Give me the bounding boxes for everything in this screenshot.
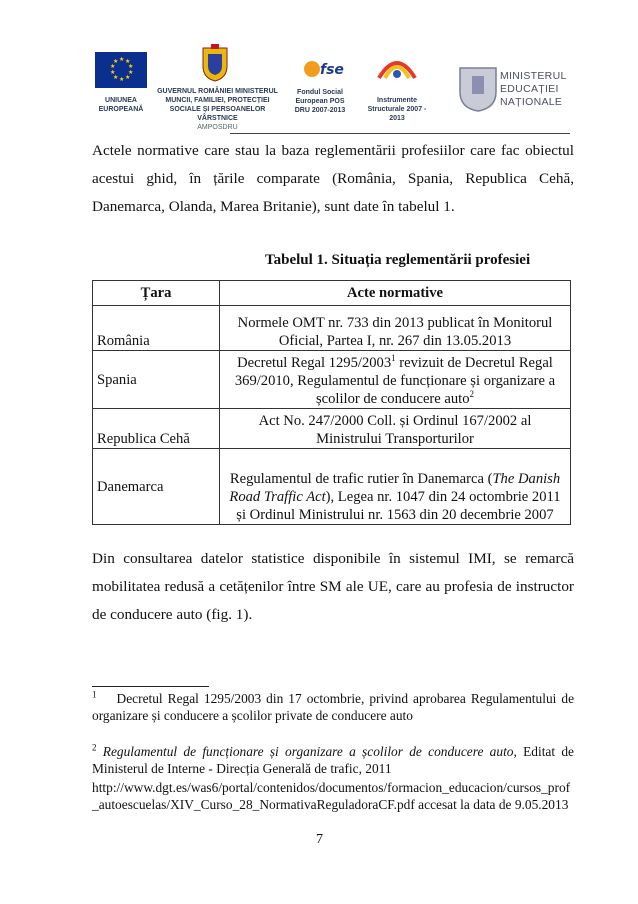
footnote-text: , Editat de Ministerul de Interne - Direcția Generală de trafic, 2011 (92, 744, 574, 776)
gov-label: GUVERNUL ROMÂNIEI MINISTERUL MUNCII, FAMILIEI, PROTECȚIEI SOCIALE ȘI PERSOANELOR VÂRSTNICE (157, 88, 278, 122)
conclusion-paragraph: Din consultarea datelor statistice disponibile în sistemul IMI, se remarcă mobilitatea redusă a cetățenilor între SM ale UE, care au profesia de instructor de conducere auto (fig. 1). (92, 550, 574, 623)
act-text: ), Legea nr. 1047 din 24 octombrie 2011 și Ordinul Ministrului nr. 1563 din 20 decembrie 2007 (236, 489, 561, 523)
footnote-italic: Regulamentul de funcționare și organizare a școlilor de conducere auto (102, 744, 514, 759)
page-number: 7 (316, 832, 323, 847)
header-acts: Acte normative (220, 281, 571, 306)
svg-text:★: ★ (125, 74, 131, 81)
footnote-2 (92, 743, 574, 777)
eu-flag-logo (95, 52, 147, 88)
table-caption: Tabelul 1. Situația reglementării profesiei (265, 252, 531, 268)
svg-text:★: ★ (110, 63, 116, 70)
svg-text:★: ★ (119, 56, 125, 63)
act-italic: The Danish Road Traffic Act (229, 471, 561, 505)
cell-country: Republica Cehă (93, 409, 220, 449)
svg-text:★: ★ (125, 58, 131, 65)
footnote-1 (92, 690, 574, 724)
table-row (93, 409, 571, 449)
act-text: Decretul Regal 1295/2003 (237, 355, 392, 371)
instrumente-structurale-logo (373, 52, 421, 84)
romania-crest-logo (200, 44, 230, 82)
act-text: Regulamentul de trafic rutier în Danemarca ( (229, 471, 493, 487)
cell-country: România (93, 306, 220, 351)
table-header-row (93, 281, 571, 306)
intro-paragraph: Actele normative care stau la baza reglementării profesiilor care fac obiectul acestui ghid, în țările comparate (România, Spania, Republica Cehă, Danemarca, Olanda, Marea Britanie), sunt date în tabelul 1. (92, 142, 574, 215)
cell-act (220, 449, 571, 525)
svg-text:★: ★ (113, 58, 119, 65)
regulation-table (92, 280, 571, 525)
eu-label: UNIUNEA EUROPEANĂ (98, 97, 144, 113)
cell-act: Act No. 247/2000 Coll. și Ordinul 167/2002 al Ministrului Transporturilor (220, 409, 571, 449)
act-text: revizuit de Decretul Regal 369/2010, Regulamentul de funcționare și organizare a școlilor de conducere auto (234, 355, 556, 407)
svg-text:★: ★ (128, 69, 134, 76)
footnote-text: Decretul Regal 1295/2003 din 17 octombrie, privind aprobarea Regulamentului de organizare și conducere a școlilor private de conducere auto (92, 691, 575, 723)
footnote-rule (92, 686, 209, 687)
is-label: Instrumente Structurale 2007 - 2013 (367, 97, 427, 122)
table-row (93, 351, 571, 409)
cell-act: Normele OMT nr. 733 din 2013 publicat în Monitorul Oficial, Partea I, nr. 267 din 13.05.2013 (220, 306, 571, 351)
svg-text:★: ★ (110, 69, 116, 76)
fse-logo (298, 54, 344, 84)
header-rule (230, 133, 570, 134)
cell-act (220, 351, 571, 409)
footnote-ref: 2 (469, 389, 475, 400)
svg-text:fse: fse (320, 62, 344, 78)
footnote-number: 1 (92, 689, 97, 700)
footnote-ref: 1 (391, 353, 396, 364)
svg-text:★: ★ (128, 63, 134, 70)
gov-sub-label: AMPOSDRU (197, 124, 238, 131)
header-country: Țara (93, 281, 220, 306)
table-row (93, 306, 571, 351)
cell-country: Danemarca (93, 449, 220, 525)
svg-text:★: ★ (113, 74, 119, 81)
table-row (93, 449, 571, 525)
footnote-number: 2 (92, 742, 97, 753)
footnote-url: http://www.dgt.es/was6/portal/contenidos/documentos/formacion_educacion/cursos_prof_autoescuelas/XIV_Curso_28_NormativaReguladoraCF.pdf accesat la data de 9.05.2013 (92, 780, 571, 812)
svg-text:★: ★ (119, 76, 125, 83)
men-label: MINISTERUL EDUCAȚIEI NAȚIONALE (500, 70, 567, 108)
header-logos (0, 0, 638, 135)
cell-country: Spania (93, 351, 220, 409)
ministerul-educatiei-logo (458, 66, 578, 112)
fse-label: Fondul Social European POS DRU 2007-2013 (294, 89, 346, 114)
